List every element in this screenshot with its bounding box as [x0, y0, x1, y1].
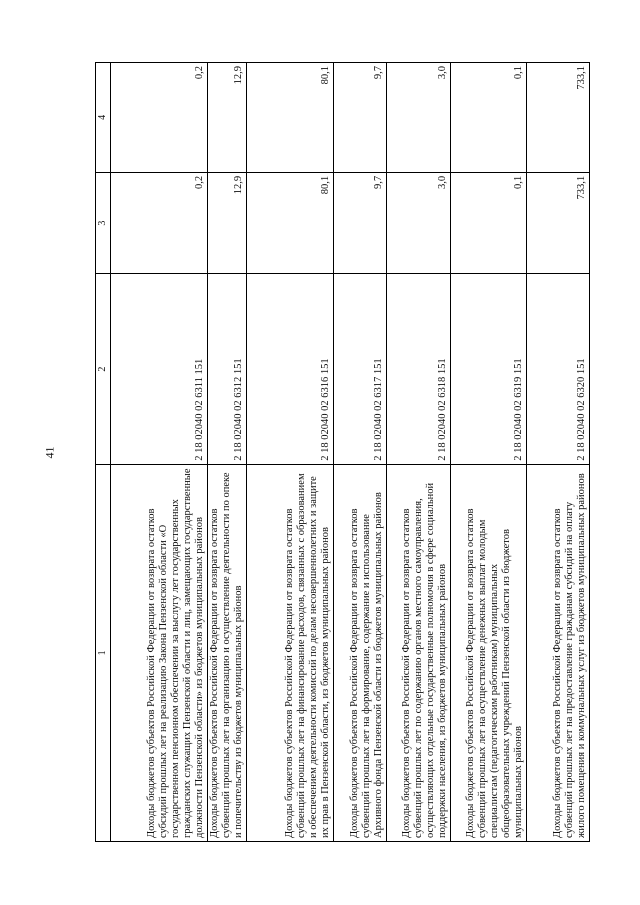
row-code: 2 18 02040 02 6311 151 [111, 274, 208, 464]
row-value-col4: 9,7 [334, 63, 387, 173]
row-value-col4: 0,2 [111, 63, 208, 173]
row-code: 2 18 02040 02 6318 151 [387, 274, 451, 464]
row-value-col3: 9,7 [334, 172, 387, 274]
revenue-table [95, 62, 590, 842]
row-value-col3: 80,1 [247, 172, 334, 274]
row-value-col3: 3,0 [387, 172, 451, 274]
row-value-col3: 0,2 [111, 172, 208, 274]
header-col-3: 3 [96, 172, 111, 274]
row-description: Доходы бюджетов субъектов Российской Федерации от возврата остатков субвенций прошлых лет по содержанию органов местного самоуправления, осуществляющих отдельные государственные полномочия в сфере социальной поддержки населения, из бюджетов муниципальных районов [387, 464, 451, 841]
table-row [247, 63, 334, 842]
header-col-2: 2 [96, 274, 111, 464]
row-description: Доходы бюджетов субъектов Российской Федерации от возврата остатков субвенций прошлых лет на предоставление гражданам субсидий на оплату жилого помещения и коммунальных услуг из бюджетов муниципальных районов [527, 464, 590, 841]
row-description: Доходы бюджетов субъектов Российской Федерации от возврата остатков субвенций прошлых лет на организацию и осуществление деятельности по опеке и попечительству из бюджетов муниципальных районов [208, 464, 247, 841]
row-value-col4: 0,1 [451, 63, 527, 173]
row-value-col4: 733,1 [527, 63, 590, 173]
row-code: 2 18 02040 02 6320 151 [527, 274, 590, 464]
table-row [111, 63, 208, 842]
row-description: Доходы бюджетов субъектов Российской Федерации от возврата остатков субвенций прошлых лет на финансирование расходов, связанных с образованием и обеспечением деятельности комиссий по делам несовершеннолетних и защите их прав в Пензенской области, из бюджетов муниципальных районов [247, 464, 334, 841]
row-value-col4: 80,1 [247, 63, 334, 173]
row-description: Доходы бюджетов субъектов Российской Федерации от возврата остатков субвенций прошлых лет на осуществление денежных выплат молодым специалистам (педагогическим работникам) муниципальных общеобразовательных учреждений Пензенской области из бюджетов муниципальных районов [451, 464, 527, 841]
header-row [96, 63, 111, 842]
table-row [451, 63, 527, 842]
row-code: 2 18 02040 02 6312 151 [208, 274, 247, 464]
row-value-col3: 12,9 [208, 172, 247, 274]
row-value-col4: 3,0 [387, 63, 451, 173]
table-row [527, 63, 590, 842]
table-row [387, 63, 451, 842]
table-row [334, 63, 387, 842]
rotated-page-content [95, 62, 587, 842]
table-row [208, 63, 247, 842]
header-col-4: 4 [96, 63, 111, 173]
row-value-col3: 733,1 [527, 172, 590, 274]
row-code: 2 18 02040 02 6319 151 [451, 274, 527, 464]
page-number: 41 [42, 446, 57, 459]
row-value-col3: 0,1 [451, 172, 527, 274]
row-description: Доходы бюджетов субъектов Российской Федерации от возврата остатков субвенций прошлых лет на формирование, содержание и использование Архивного фонда Пензенской области из бюджетов муниципальных районов [334, 464, 387, 841]
row-code: 2 18 02040 02 6316 151 [247, 274, 334, 464]
row-description: Доходы бюджетов субъектов Российской Федерации от возврата остатков субсидий прошлых лет на реализацию Закона Пензенской области «О государственном пенсионном обеспечении за выслугу лет государственных гражданских служащих Пензенской области и лиц, замещающих государственные должности Пензенской области» из бюджетов муниципальных районов [111, 464, 208, 841]
row-code: 2 18 02040 02 6317 151 [334, 274, 387, 464]
header-col-1: 1 [96, 464, 111, 841]
row-value-col4: 12,9 [208, 63, 247, 173]
